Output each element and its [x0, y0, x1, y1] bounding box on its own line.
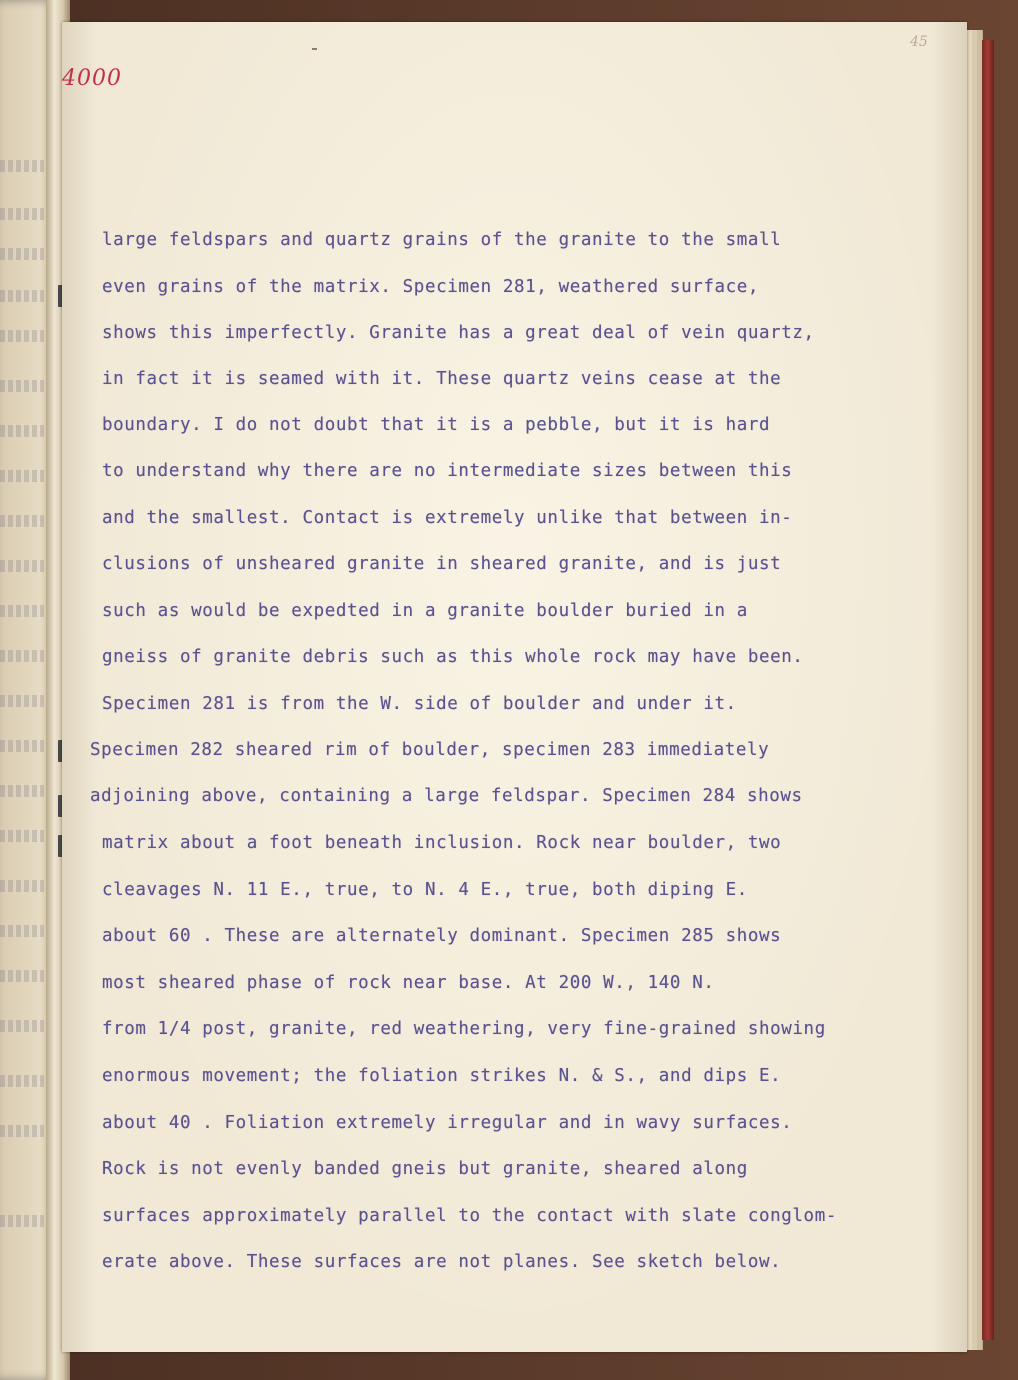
text-line: Specimen 281 is from the W. side of boulder and under it.: [102, 694, 737, 714]
folio-mark: 4000: [62, 66, 122, 91]
notebook-page: [62, 22, 967, 1352]
text-line: Specimen 282 sheared rim of boulder, specimen 283 immediately: [90, 740, 770, 760]
bleed-through-text: [0, 470, 44, 482]
bleed-through-text: [0, 695, 44, 707]
bleed-through-text: [0, 515, 44, 527]
book-cover-edge: [982, 40, 994, 1340]
text-line: such as would be expedted in a granite boulder buried in a: [102, 601, 748, 621]
bleed-through-text: [0, 1215, 44, 1227]
text-line: adjoining above, containing a large feldspar. Specimen 284 shows: [90, 786, 803, 806]
text-line: cleavages N. 11 E., true, to N. 4 E., true, both diping E.: [102, 880, 748, 900]
text-line: shows this imperfectly. Granite has a great deal of vein quartz,: [102, 323, 815, 343]
text-line: about 40 . Foliation extremely irregular and in wavy surfaces.: [102, 1113, 793, 1133]
bleed-through-text: [0, 1075, 44, 1087]
bleed-through-text: [0, 880, 44, 892]
bleed-through-text: [0, 785, 44, 797]
text-line: most sheared phase of rock near base. At 200 W., 140 N.: [102, 973, 715, 993]
bleed-through-text: [0, 425, 44, 437]
text-line: Rock is not evenly banded gneis but granite, sheared along: [102, 1159, 748, 1179]
text-line: large feldspars and quartz grains of the granite to the small: [102, 230, 782, 250]
bleed-through-text: [0, 740, 44, 752]
text-line: from 1/4 post, granite, red weathering, very fine-grained showing: [102, 1019, 826, 1039]
bleed-through-text: [0, 380, 44, 392]
text-line: surfaces approximately parallel to the contact with slate conglom-: [102, 1206, 837, 1226]
bleed-through-text: [0, 970, 44, 982]
text-line: erate above. These surfaces are not planes. See sketch below.: [102, 1252, 782, 1272]
text-line: matrix about a foot beneath inclusion. Rock near boulder, two: [102, 833, 782, 853]
page-number: 45: [910, 34, 928, 50]
text-line: and the smallest. Contact is extremely unlike that between in-: [102, 508, 793, 528]
text-line: enormous movement; the foliation strikes N. & S., and dips E.: [102, 1066, 782, 1086]
text-line: to understand why there are no intermediate sizes between this: [102, 461, 793, 481]
bleed-through-text: [0, 160, 44, 172]
bleed-through-text: [0, 650, 44, 662]
bleed-through-text: [0, 605, 44, 617]
text-line: even grains of the matrix. Specimen 281, weathered surface,: [102, 277, 760, 297]
bleed-through-text: [0, 208, 44, 220]
bleed-through-text: [0, 1020, 44, 1032]
text-line: boundary. I do not doubt that it is a pebble, but it is hard: [102, 415, 771, 435]
bleed-through-text: [0, 830, 44, 842]
bleed-through-text: [0, 330, 44, 342]
typed-text-block: [62, 22, 967, 1352]
bleed-through-text: [0, 1125, 44, 1137]
text-line: about 60 . These are alternately dominant. Specimen 285 shows: [102, 926, 782, 946]
bleed-through-text: [0, 248, 44, 260]
text-line: clusions of unsheared granite in sheared granite, and is just: [102, 554, 782, 574]
bleed-through-text: [0, 560, 44, 572]
bleed-through-text: [0, 925, 44, 937]
bleed-through-text: [0, 290, 44, 302]
text-line: in fact it is seamed with it. These quartz veins cease at the: [102, 369, 782, 389]
text-line: gneiss of granite debris such as this whole rock may have been.: [102, 647, 804, 667]
